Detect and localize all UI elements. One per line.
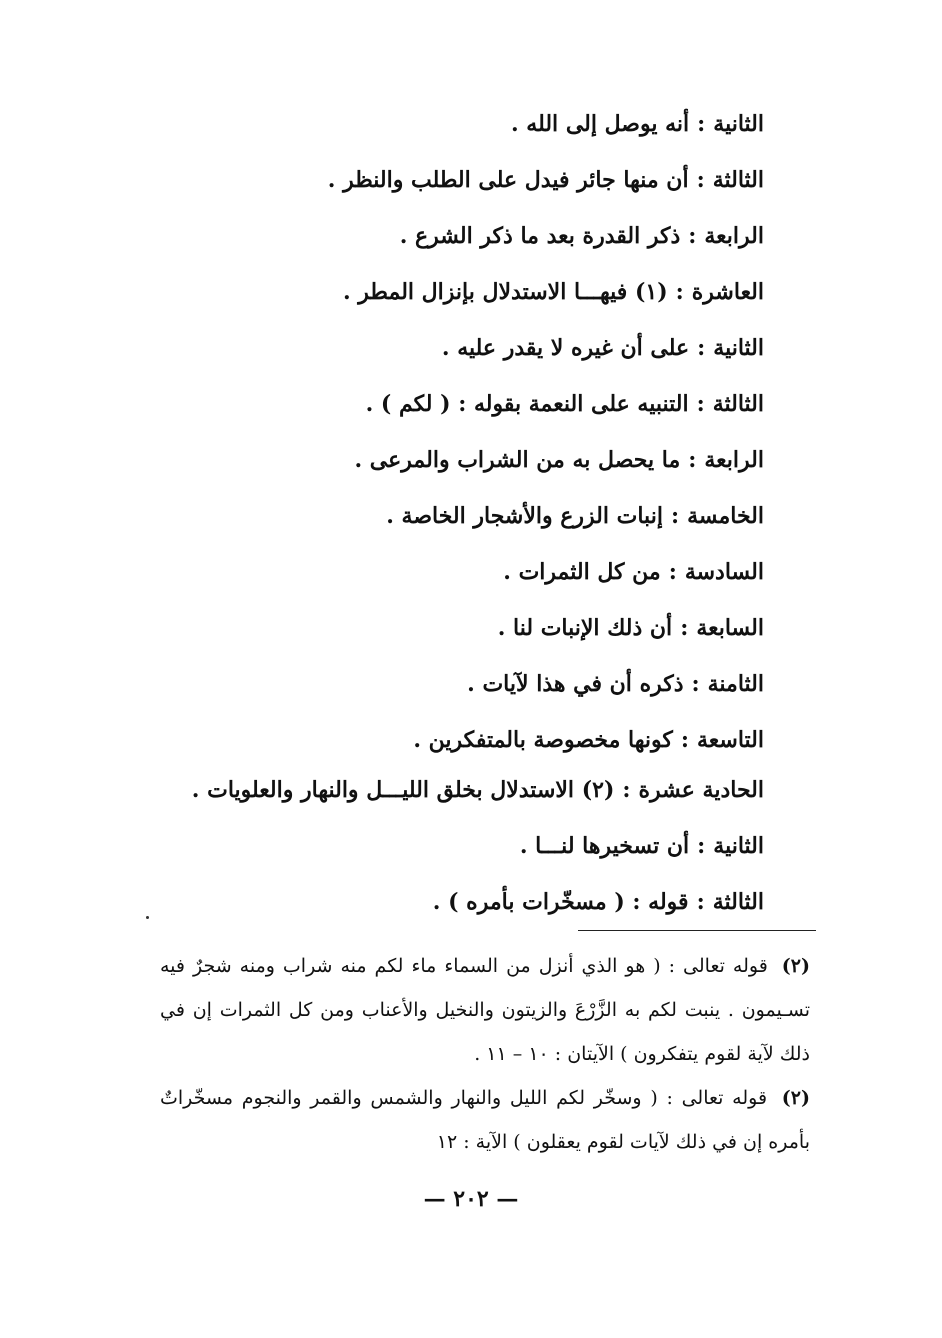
text-line (164, 384, 764, 440)
footnote-mark: (٢) (781, 1087, 810, 1109)
text-line (164, 440, 764, 496)
line-text: أن تسخيرها لنـــا . (519, 833, 690, 859)
footnote-text: قوله تعالى : ( وسخّر لكم الليل والنهار والشمس والقمر والنجوم مسخّراتٌ بأمره إن في ذلك لآيات لقوم يعقلون ) الآية : ١٢ (160, 1087, 810, 1153)
line-term: الثانية (713, 833, 764, 859)
line-text: أن منها جائر فيدل على الطلب والنظر . (327, 167, 689, 193)
line-separator: : (697, 833, 706, 859)
line-term: الثالثة (712, 889, 764, 915)
text-line (164, 720, 764, 770)
line-term: الحادية عشرة (638, 777, 764, 803)
line-term: العاشرة (691, 279, 764, 305)
line-text: أنه يوصل إلى الله . (510, 111, 690, 137)
line-separator: : (697, 335, 706, 361)
line-term: الثالثة (712, 391, 764, 417)
line-text: ذكر القدرة بعد ما ذكر الشرع . (399, 223, 681, 249)
line-text: على أن غيره لا يقدر عليه . (441, 335, 690, 361)
line-text: كونها مخصوصة بالمتفكرين . (413, 727, 673, 753)
footnotes-block (160, 944, 810, 1164)
line-separator: : (696, 391, 705, 417)
line-text: التنبيه على النعمة بقوله : ( لكم ) . (365, 391, 689, 417)
text-line (164, 664, 764, 720)
line-text: (١) فيهـــا الاستدلال بإنزال المطر . (342, 279, 668, 305)
line-text: ما يحصل به من الشراب والمرعى . (354, 447, 681, 473)
text-line (164, 496, 764, 552)
line-separator: : (691, 671, 700, 697)
main-text-block (164, 104, 764, 938)
footnote (160, 1076, 810, 1164)
line-term: الرابعة (704, 447, 764, 473)
page-number: — ٢٠٢ — (423, 1186, 519, 1212)
footnote-mark: (٢) (781, 955, 810, 977)
line-term: السابعة (696, 615, 764, 641)
text-line (164, 216, 764, 272)
line-text: أن ذلك الإنبات لنا . (497, 615, 673, 641)
scan-speck (146, 916, 149, 919)
footnote-text: قوله تعالى : ( هو الذي أنزل من السماء ماء لكم منه شراب ومنه شجرٌ فيه تسـيمون . ينبت لكم به الزَّرْعَ والزيتون والنخيل والأعناب ومن كل الثمرات إن في ذلك لآية لقوم يتفكرون ) الآيتان : ١٠ – ١١ . (160, 955, 810, 1065)
line-separator: : (675, 279, 684, 305)
line-term: السادسة (684, 559, 764, 585)
line-text: إنبات الزرع والأشجار الخاصة . (386, 503, 663, 529)
text-line (164, 608, 764, 664)
text-line (164, 328, 764, 384)
line-term: التاسعة (697, 727, 764, 753)
line-separator: : (680, 615, 689, 641)
footnote-divider (578, 930, 816, 931)
text-line (164, 272, 764, 328)
line-term: الثانية (713, 111, 764, 137)
line-text: ذكره أن في هذا لآيات . (467, 671, 684, 697)
line-separator: : (688, 447, 697, 473)
line-text: (٢) الاستدلال بخلق الليـــل والنهار والعلويات . (191, 777, 615, 803)
line-term: الثالثة (712, 167, 764, 193)
text-line (164, 770, 764, 826)
line-separator: : (680, 727, 689, 753)
line-separator: : (688, 223, 697, 249)
line-term: الثانية (713, 335, 764, 361)
line-text: قوله : ( مسخّرات بأمره ) . (432, 889, 689, 915)
text-line (164, 160, 764, 216)
line-term: الخامسة (687, 503, 764, 529)
footnote (160, 944, 810, 1076)
line-separator: : (697, 111, 706, 137)
line-separator: : (696, 889, 705, 915)
text-line (164, 104, 764, 160)
line-separator: : (668, 559, 677, 585)
line-term: الرابعة (704, 223, 764, 249)
text-line (164, 552, 764, 608)
text-line (164, 826, 764, 882)
line-separator: : (670, 503, 680, 529)
line-text: من كل الثمرات . (503, 559, 661, 585)
line-term: الثامنة (707, 671, 764, 697)
line-separator: : (696, 167, 705, 193)
line-separator: : (622, 777, 631, 803)
